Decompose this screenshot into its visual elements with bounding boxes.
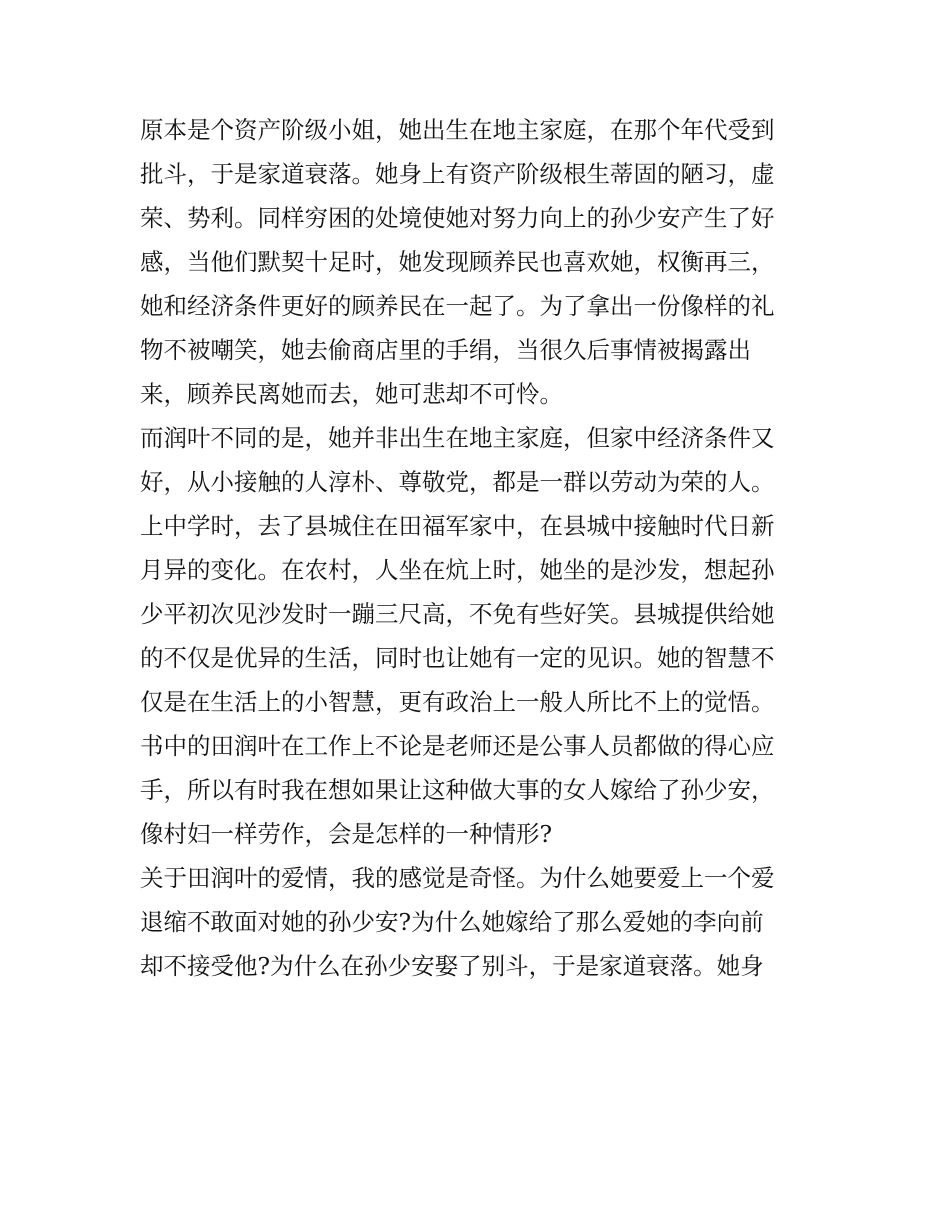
text-line: 好，从小接触的人淳朴、尊敬党，都是一群以劳动为荣的人。	[140, 468, 775, 496]
text-line: 来，顾养民离她而去，她可悲却不可怜。	[140, 380, 563, 408]
text-line: 月异的变化。在农村，人坐在炕上时，她坐的是沙发，想起孙	[140, 556, 775, 584]
body-text	[140, 108, 820, 988]
text-line: 少平初次见沙发时一蹦三尺高，不免有些好笑。县城提供给她	[140, 600, 775, 628]
text-line: 仅是在生活上的小智慧，更有政治上一般人所比不上的觉悟。	[140, 688, 775, 716]
text-line: 而润叶不同的是，她并非出生在地主家庭，但家中经济条件又	[140, 424, 775, 452]
text-line: 却不接受他?为什么在孙少安娶了别斗，于是家道衰落。她身	[140, 952, 764, 980]
text-line: 关于田润叶的爱情，我的感觉是奇怪。为什么她要爱上一个爱	[140, 864, 775, 892]
text-line: 荣、势利。同样穷困的处境使她对努力向上的孙少安产生了好	[140, 204, 775, 232]
text-line: 上中学时，去了县城住在田福军家中，在县城中接触时代日新	[140, 512, 775, 540]
text-line: 批斗，于是家道衰落。她身上有资产阶级根生蒂固的陋习，虚	[140, 160, 775, 188]
text-line: 像村妇一样劳作，会是怎样的一种情形?	[140, 820, 553, 848]
text-line: 手，所以有时我在想如果让这种做大事的女人嫁给了孙少安，	[140, 776, 775, 804]
text-line: 书中的田润叶在工作上不论是老师还是公事人员都做的得心应	[140, 732, 775, 760]
text-line: 物不被嘲笑，她去偷商店里的手绢，当很久后事情被揭露出	[140, 336, 751, 364]
text-line: 她和经济条件更好的顾养民在一起了。为了拿出一份像样的礼	[140, 292, 775, 320]
text-line: 退缩不敢面对她的孙少安?为什么她嫁给了那么爱她的李向前	[140, 908, 764, 936]
text-line: 原本是个资产阶级小姐，她出生在地主家庭，在那个年代受到	[140, 116, 775, 144]
text-line: 感，当他们默契十足时，她发现顾养民也喜欢她，权衡再三，	[140, 248, 775, 276]
text-line: 的不仅是优异的生活，同时也让她有一定的见识。她的智慧不	[140, 644, 775, 672]
